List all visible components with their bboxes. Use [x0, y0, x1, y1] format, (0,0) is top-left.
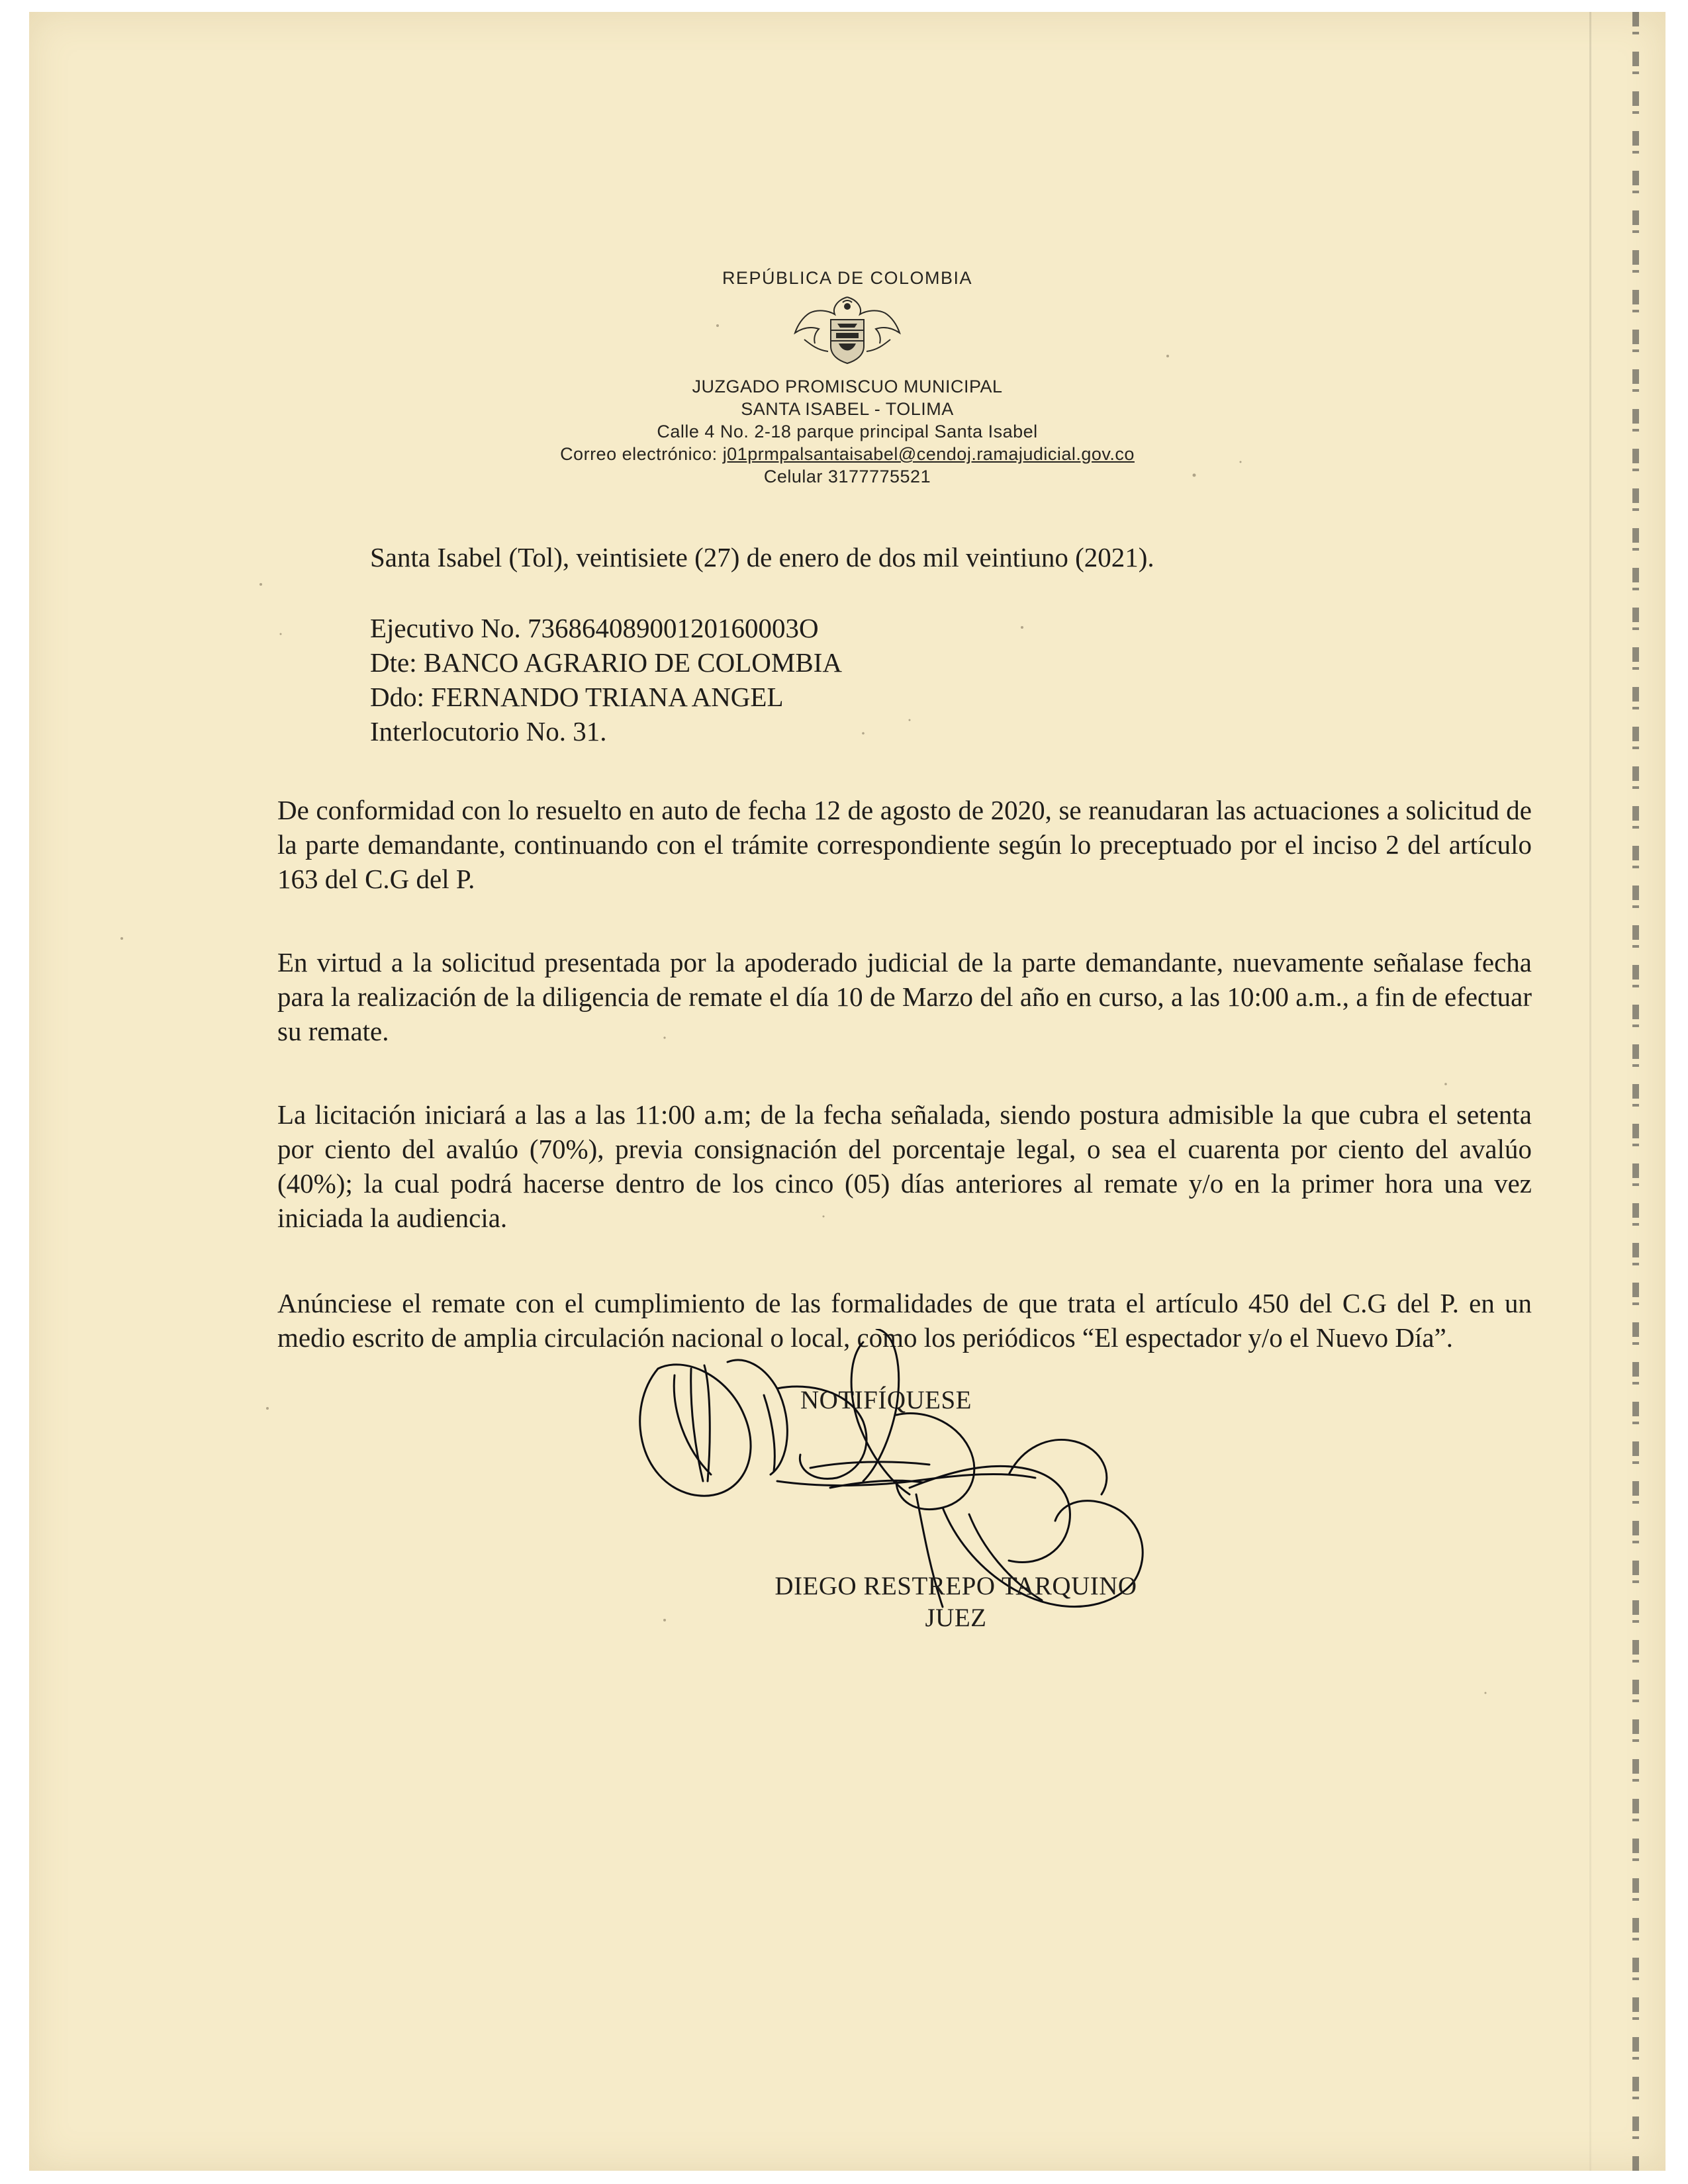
scanned-page: [29, 12, 1665, 2171]
court-email-line: [29, 443, 1665, 465]
paragraph-announcement: Anúnciese el remate con el cumplimiento de las formalidades de que trata el artículo 450 del C.G del P. en un medio escrito de amplia circulación nacional o local, como los periódicos “El espectador y/o el Nuevo Día”.: [277, 1288, 1532, 1353]
colombia-coat-of-arms-icon: [791, 293, 904, 366]
court-email-link[interactable]: j01prmpalsantaisabel@cendoj.ramajudicial.gov.co: [722, 444, 1135, 464]
case-details: [370, 611, 842, 749]
paragraph-resumption: De conformidad con lo resuelto en auto de fecha 12 de agosto de 2020, se reanudaran las actuaciones a solicitud de la parte demandante, continuando con el trámite correspondiente según lo preceptuado por el inciso 2 del artículo 163 del C.G del P.: [277, 795, 1532, 894]
court-name: JUZGADO PROMISCUO MUNICIPAL: [692, 377, 1003, 396]
case-number: Ejecutivo No. 73686408900120160003O: [370, 613, 819, 643]
judge-name: DIEGO RESTREPO TARQUINO: [774, 1572, 1137, 1600]
case-interlocutory: Interlocutorio No. 31.: [370, 716, 607, 747]
dateline: Santa Isabel (Tol), veintisiete (27) de enero de dos mil veintiuno (2021).: [370, 542, 1154, 572]
paragraph-bidding-terms: La licitación iniciará a las a las 11:00 a.m; de la fecha señalada, siendo postura admisible la que cubra el setenta por ciento del avalúo (70%), previa consignación del porcentaje legal, o sea el cuarenta por ciento del avalúo (40%); la cual podrá hacerse dentro de los cinco (05) días anteriores al remate y/o en la primer hora una vez iniciada la audiencia.: [277, 1099, 1532, 1233]
case-defendant: Ddo: FERNANDO TRIANA ANGEL: [370, 682, 784, 712]
country-name: REPÚBLICA DE COLOMBIA: [722, 268, 973, 288]
court-phone: Celular 3177775521: [763, 467, 931, 486]
judge-title: JUEZ: [925, 1604, 987, 1632]
judge-block: [665, 1570, 1247, 1634]
court-location: SANTA ISABEL - TOLIMA: [741, 399, 954, 419]
letterhead: [29, 267, 1665, 488]
case-plaintiff: Dte: BANCO AGRARIO DE COLOMBIA: [370, 647, 842, 678]
email-label: Correo electrónico:: [560, 444, 718, 464]
closing-notifiquese: NOTIFÍQUESE: [800, 1386, 972, 1414]
court-address: Calle 4 No. 2-18 parque principal Santa Isabel: [657, 422, 1038, 441]
paragraph-auction-date: En virtud a la solicitud presentada por la apoderado judicial de la parte demandante, nuevamente señalase fecha para la realización de la diligencia de remate el día 10 de Marzo del año en curso, a las 10:00 a.m., a fin de efectuar su remate.: [277, 947, 1532, 1046]
